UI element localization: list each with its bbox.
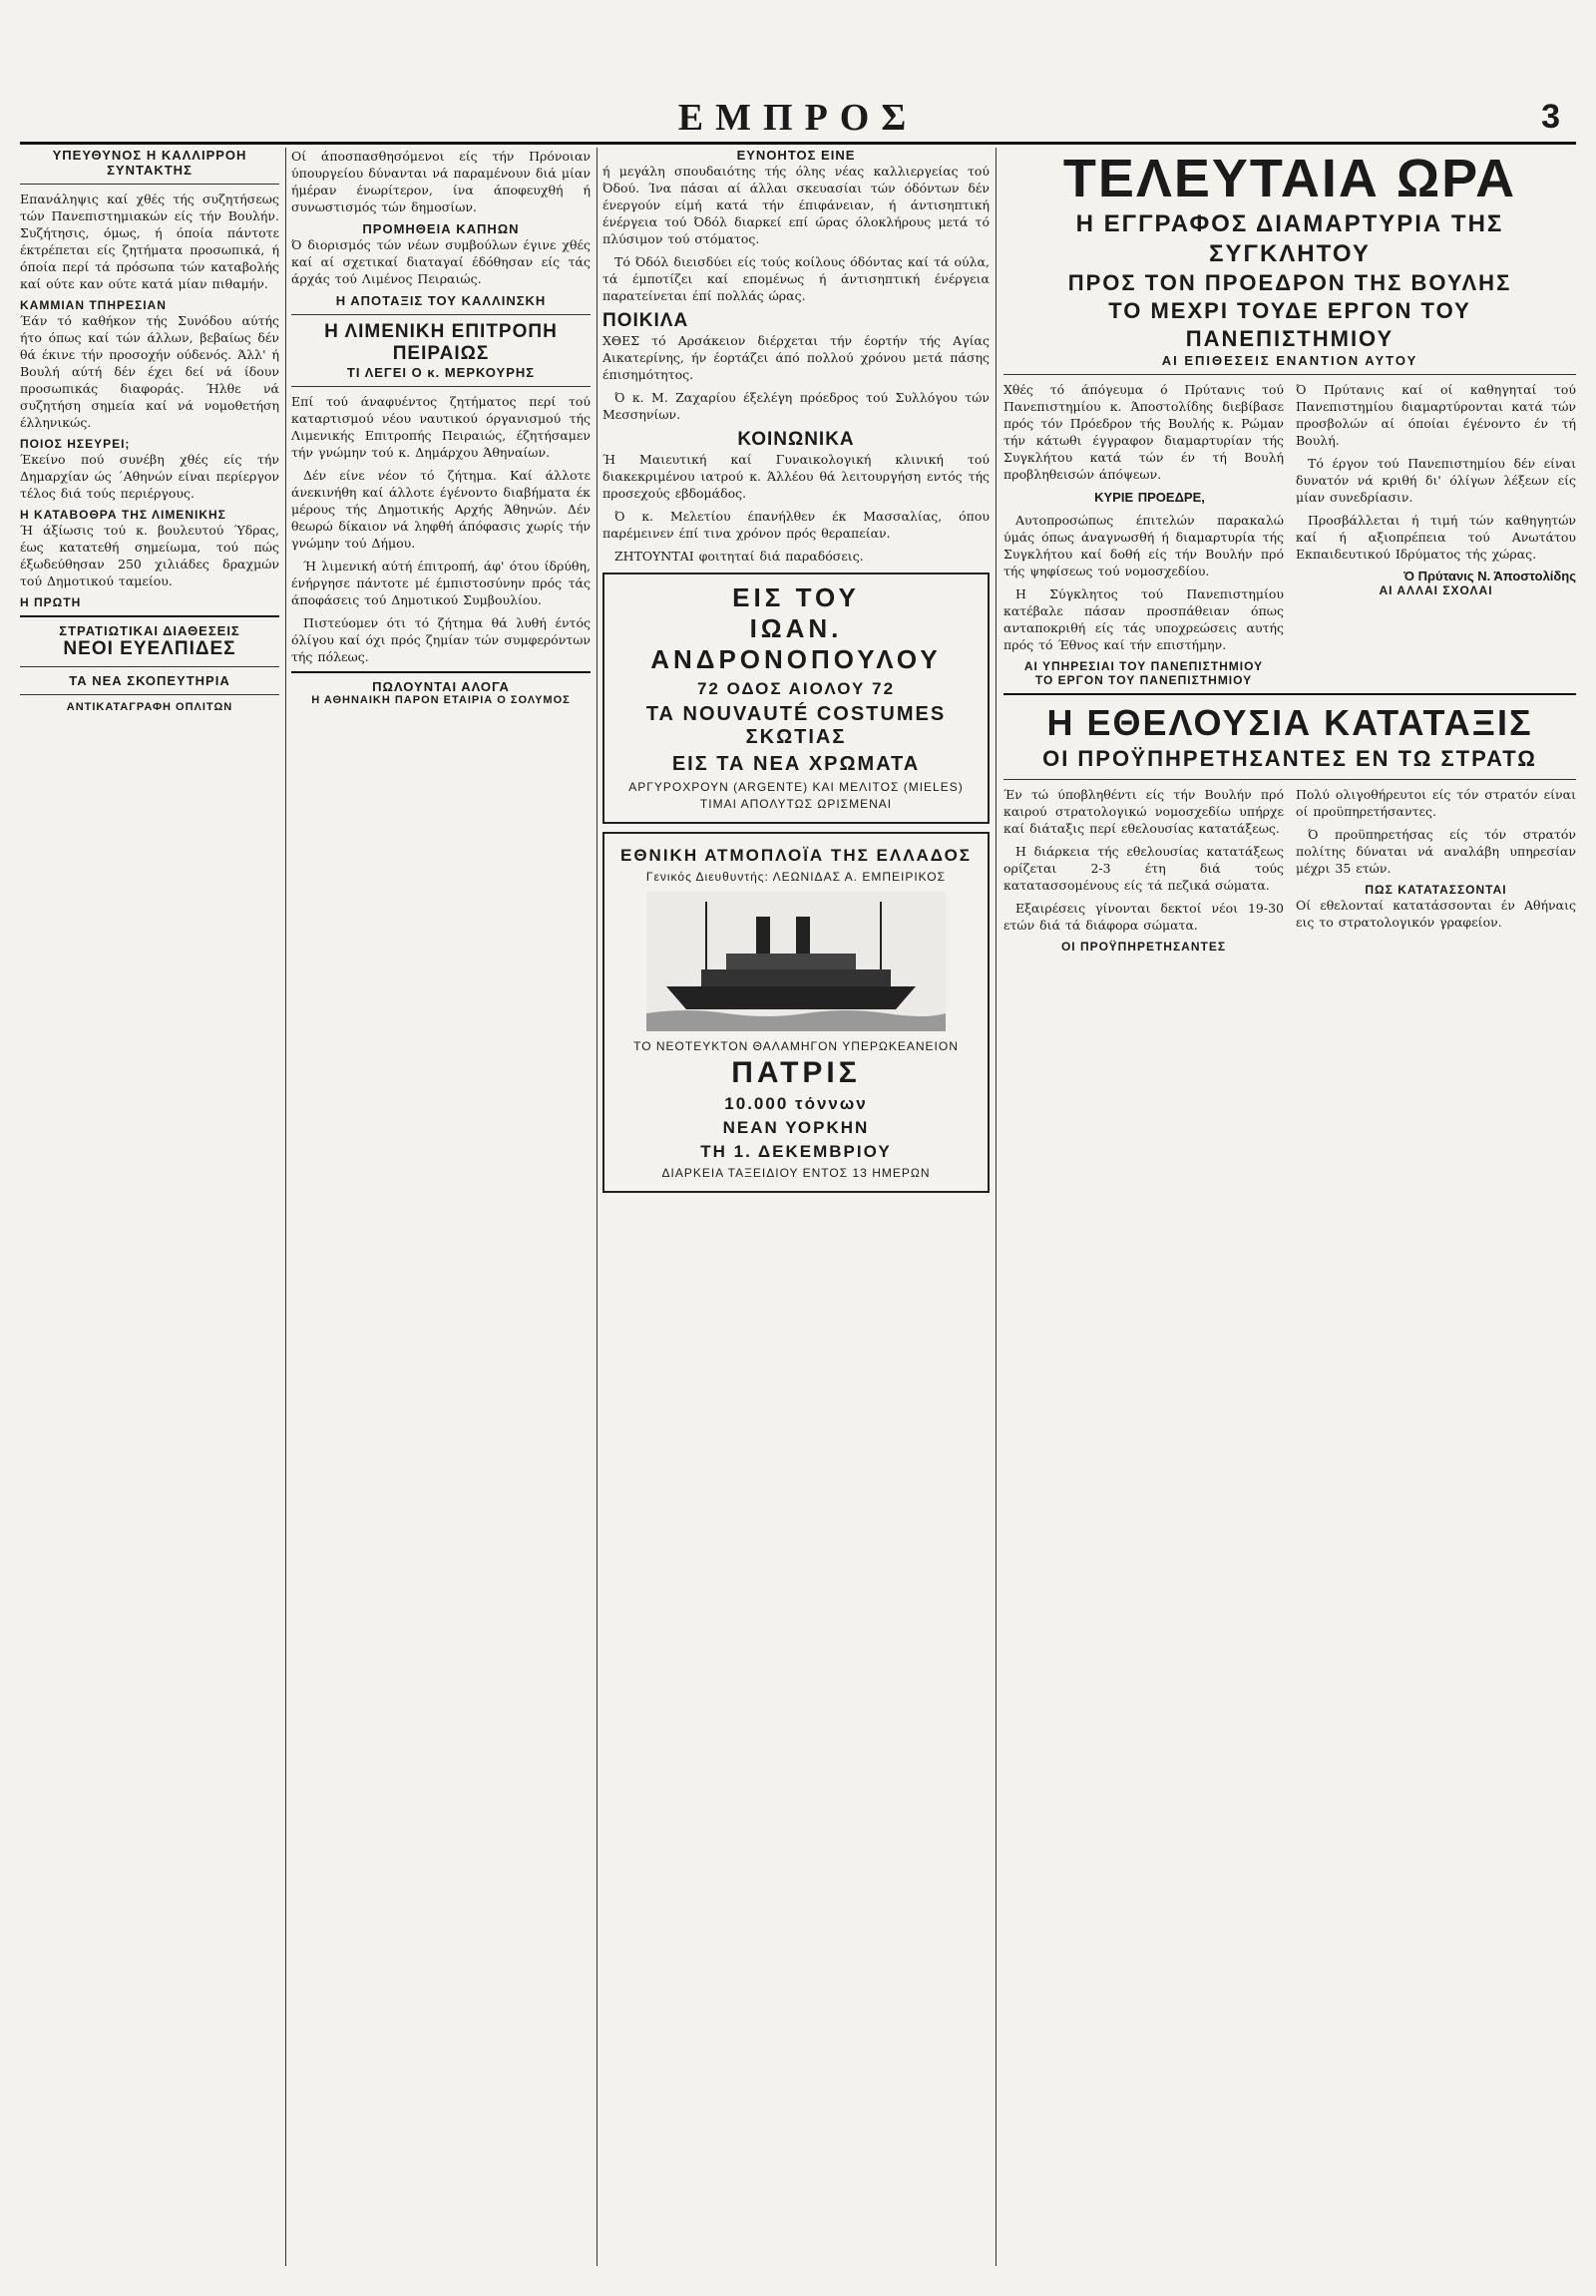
article-paragraph: Ό διορισμός τών νέων συμβούλων έγινε χθές καί αί σχετικαί διαταγαί έδόθησαν είς τάς άρχάς τού Λιμένος Πειραιώς.	[291, 237, 591, 286]
section-heading: ΠΟΙΚΙΛΑ	[602, 310, 689, 331]
section-subheading: ΤΟ ΕΡΓΟΝ ΤΟΥ ΠΑΝΕΠΙΣΤΗΜΙΟΥ	[1034, 673, 1253, 687]
section-heading: ΠΩΛΟΥΝΤΑΙ ΑΛΟΓΑ	[372, 679, 510, 694]
side-heading: ΠΟΙΟΣ ΗΣΕΥΡΕΙ;	[20, 437, 131, 451]
section-heading: ΠΡΟΜΗΘΕΙΑ ΚΑΠΗΩΝ	[362, 221, 520, 236]
advertisement-steamship	[602, 832, 990, 1193]
article-paragraph: Χθές τό άπόγευμα ό Πρύτανις τού Πανεπιστημίου κ. Άποστολίδης διεβίβασε πρός τόν Πρόεδρον τής Βουλής κ. Ρώμαν τήν κάτωθι έγγραφον διαμαρτυρίαν τής Συγκλήτου κατά τών έν τή Βουλή προβληθεισών άπόψεων.	[1003, 382, 1284, 482]
article-paragraph: ή μεγάλη σπουδαιότης τής όλης νέας καλλιεργείας τού Όδού. Ίνα πάσαι αί άλλαι σκευασίαι τών όδόντων δέν ένεργούν είμή κατά τήν έπιφάνειαν, ή άντισηπτική ένέργεια τού Όδόλ διαρκεί επί ώρας όλοκλήρους μετά τό πλύσιμον τού στόματος.	[602, 164, 990, 246]
ad-line: ΕΙΣ ΤΟΥ	[732, 582, 860, 612]
article-paragraph: ΧΘΕΣ τό Αρσάκειον διέρχεται τήν έορτήν τής Αγίας Αικατερίνης, ήν έορτάζει άπό πολλού χρόνου μετά πάσης έπισημότητος.	[602, 333, 990, 382]
column-4	[1003, 148, 1576, 2266]
ad-line: ΕΙΣ ΤΑ ΝΕΑ ΧΡΩΜΑΤΑ	[671, 753, 921, 775]
ad-line: ΠΑΤΡΙΣ	[731, 1056, 861, 1089]
section-subheading: ΠΩΣ ΚΑΤΑΤΑΣΣΟΝΤΑΙ	[1365, 883, 1507, 897]
article-paragraph: Τό Όδόλ διεισδύει είς τούς κοίλους όδόντας καί τά ούλα, τά έμποτίζει καί επομένως ή άντισηπτική ένέργεια παρατείνεται έπί πολλάς ώρας.	[602, 254, 990, 303]
section-title: ΝΕΟΙ ΕΥΕΛΠΙΔΕΣ	[63, 638, 236, 659]
article-paragraph: Προσβάλλεται ή τιμή τών καθηγητών καί ή αξιοπρέπεια τού Ανωτάτου Εκπαιδευτικού Ιδρύματος τής χώρας.	[1296, 513, 1576, 562]
side-heading: Η ΠΡΩΤΗ	[20, 595, 82, 609]
article-paragraph: Οί άποσπασθησόμενοι είς τήν Πρόνοιαν ύπουργείου δύνανται νά παραμένουν διά μίαν ήμέραν ένωρίτερον, ίνα άποφευχθή ή συνωστισμός τών δημοσίων.	[291, 149, 591, 214]
section-heading: ΣΤΡΑΤΙΩΤΙΚΑΙ ΔΙΑΘΕΣΕΙΣ	[59, 623, 240, 638]
section-title: Η ΛΙΜΕΝΙΚΗ ΕΠΙΤΡΟΠΗ ΠΕΙΡΑΙΩΣ	[324, 321, 558, 364]
section-subheading: ΑΙ ΥΠΗΡΕΣΙΑΙ ΤΟΥ ΠΑΝΕΠΙΣΤΗΜΙΟΥ	[1023, 659, 1264, 673]
ad-line: ΤΟ ΝΕΟΤΕΥΚΤΟΝ ΘΑΛΑΜΗΓΟΝ ΥΠΕΡΩΚΕΑΝΕΙΟΝ	[633, 1039, 959, 1053]
article-paragraph: Τό έργον τού Πανεπιστημίου δέν είναι δυνατόν νά κριθή δι' όλίγων λέξεων είς μίαν συνεδρίασιν.	[1296, 456, 1576, 505]
article-paragraph: Ή άξίωσις τού κ. βουλευτού Ύδρας, έως κατατεθή σημείωμα, τού πώς έξωδεύθησαν 250 χιλιάδες δραχμών τού Δημοτικού ταμείου.	[20, 523, 279, 588]
ad-line: ΑΡΓΥΡΟΧΡΟΥΝ (ARGENTE) ΚΑΙ ΜΕΛΙΤΟΣ (MIELES)	[628, 780, 964, 794]
article-paragraph: Ό προϋπηρετήσας είς τόν στρατόν πολίτης δύναται νά αναλάβη υπηρεσίαν μέχρι 35 ετών.	[1296, 827, 1576, 876]
subheadline: ΤΟ ΜΕΧΡΙ ΤΟΥΔΕ ΕΡΓΟΝ ΤΟΥ ΠΑΝΕΠΙΣΤΗΜΙΟΥ	[1108, 298, 1471, 351]
article-paragraph: Δέν είνε νέον τό ζήτημα. Καί άλλοτε άνεκινήθη καί άλλοτε έγένοντο διαβήματα έκ μέρους τής Δημοτικής Αρχής Άθηνών. Δέν θεωρώ δίκαιον νά ληφθή άπόφασις χωρίς τήν γνώμην τού Δήμου.	[291, 468, 591, 551]
signature: Ό Πρύτανις Ν. Άποστολίδης	[1403, 569, 1576, 583]
article-paragraph: Ό κ. Μελετίου έπανήλθεν έκ Μασσαλίας, όπου παρέμεινεν έπί τινα χρόνον πρός θεραπείαν.	[602, 509, 990, 541]
steamship-illustration	[646, 892, 946, 1031]
ad-line: Γενικός Διευθυντής: ΛΕΩΝΙΔΑΣ Α. ΕΜΠΕΙΡΙΚΟΣ	[645, 870, 947, 884]
article-paragraph: Εξαιρέσεις γίνονται δεκτοί νέοι 19-30 ετών διά τά διάφορα σώματα.	[1003, 901, 1284, 933]
ad-line: 10.000 τόννων	[724, 1094, 868, 1113]
subheadline: ΠΡΟΣ ΤΟΝ ΠΡΟΕΔΡΟΝ ΤΗΣ ΒΟΥΛΗΣ	[1067, 270, 1512, 295]
article-paragraph: Επανάληψις καί χθές τής συζητήσεως τών Πανεπιστημιακών είς τήν Βουλήν. Συζήτησις, όμως, ή όποία πάντοτε έκτρέπεται είς ζητήματα προσωπικά, ή όποία περί τά πρόσωπα τών καταβολής καί ούτε καν ούτε κατά μίαν πιθαμήν.	[20, 191, 279, 291]
ad-line: ΔΙΑΡΚΕΙΑ ΤΑΞΕΙΔΙΟΥ ΕΝΤΟΣ 13 ΗΜΕΡΩΝ	[661, 1166, 931, 1180]
column-rule	[597, 148, 598, 2266]
article-paragraph: Έν τώ ύποβληθέντι είς τήν Βουλήν πρό καιρού στρατολογικώ νομοσχεδίω υπήρχε καί διάταξις περί εθελουσίας κατατάξεως.	[1003, 787, 1284, 836]
section-subheading: ΤΑ ΝΕΑ ΣΚΟΠΕΥΤΗΡΙΑ	[69, 673, 230, 688]
newspaper-title: ΕΜΠΡΟΣ	[677, 97, 919, 139]
ad-line: ΕΘΝΙΚΗ ΑΤΜΟΠΛΟΪΑ ΤΗΣ ΕΛΛΑΔΟΣ	[619, 846, 972, 865]
masthead	[20, 96, 1576, 145]
article-paragraph: ΚΥΡΙΕ ΠΡΟΕΔΡΕ,	[1094, 490, 1205, 505]
column-rule	[285, 148, 286, 2266]
column-2	[291, 148, 591, 2266]
column-heading: ΥΠΕΥΘΥΝΟΣ Η ΚΑΛΛΙΡΡΟΗ ΣΥΝΤΑΚΤΗΣ	[52, 148, 247, 178]
ad-line: ΤΗ 1. ΔΕΚΕΜΒΡΙΟΥ	[700, 1142, 892, 1161]
ad-line: 72 ΟΔΟΣ ΑΙΟΛΟΥ 72	[696, 679, 896, 698]
section-heading: Η ΑΠΟΤΑΞΙΣ ΤΟΥ ΚΑΛΛΙΝΣΚΗ	[335, 293, 547, 308]
article-paragraph: Ή Μαιευτική καί Γυναικολογική κλινική τού διακεκριμένου ιατρού κ. Άλλέου θά λειτουργήση εντός τής προσεχούς εβδομάδος.	[602, 452, 990, 501]
section-heading: ΚΟΙΝΩΝΙΚΑ	[737, 429, 855, 450]
advertisement-androutsopoulos	[602, 573, 990, 824]
section-subheading: ΟΙ ΠΡΟΫΠΗΡΕΤΗΣΑΝΤΕΣ	[1060, 940, 1227, 954]
ad-line: ΝΕΑΝ ΥΟΡΚΗΝ	[722, 1118, 870, 1137]
subheadline: ΑΙ ΕΠΙΘΕΣΕΙΣ ΕΝΑΝΤΙΟΝ ΑΥΤΟΥ	[1161, 353, 1418, 368]
column-1	[20, 148, 279, 2266]
section-heading: ΕΥΝΟΗΤΟΣ ΕΙΝΕ	[736, 148, 856, 163]
article-paragraph: Αυτοπροσώπως έπιτελών παρακαλώ ύμάς όπως άναγνωσθή ή διαμαρτυρία τής Συγκλήτου καί δοθή είς τήν Βουλήν πρό τής ψηφίσεως τού νομοσχεδίου.	[1003, 513, 1284, 578]
article-paragraph: Πολύ ολιγοθήρευτοι είς τόν στρατόν είναι οί προϋπηρετήσαντες.	[1296, 787, 1576, 819]
article-paragraph: Ό Πρύτανις καί οί καθηγηταί τού Πανεπιστημίου διαμαρτύρονται κατά τών προσβολών αί όποίαι έγένοντο έν τή Βουλή.	[1296, 382, 1576, 448]
article-paragraph: Επί τού άναφυέντος ζητήματος περί τού καταρτισμού νέου ναυτικού όργανισμού τής Λιμενικής Επιτροπής Πειραιώς, έζητήσαμεν τήν γνώμην τού κ. Δημάρχου Άθηναίων.	[291, 394, 591, 460]
side-heading: ΚΑΜΜΙΑΝ ΤΠΗΡΕΣΙΑΝ	[20, 298, 167, 312]
article-paragraph: Η διάρκεια τής εθελουσίας κατατάξεως ορίζεται 2-3 έτη διά τούς κατατασσομένους είς τά πεζικά σώματα.	[1003, 844, 1284, 893]
section-subheading: ΑΝΤΙΚΑΤΑΓΡΑΦΗ ΟΠΛΙΤΩΝ	[66, 701, 233, 713]
subheadline: ΟΙ ΠΡΟΫΠΗΡΕΤΗΣΑΝΤΕΣ ΕΝ ΤΩ ΣΤΡΑΤΩ	[1042, 746, 1537, 771]
side-heading: Η ΚΑΤΑΒΟΘΡΑ ΤΗΣ ΛΙΜΕΝΙΚΗΣ	[20, 508, 226, 522]
article-paragraph: Η Σύγκλητος τού Πανεπιστημίου κατέβαλε πάσαν προσπάθειαν όπως ανταποκριθή είς τάς υποχρεώσεις αυτής πρός τό Έθνος καί τήν επιστήμην.	[1003, 586, 1284, 652]
ad-line: ΤΑ NOUVAUTÉ COSTUMES ΣΚΩΤΙΑΣ	[645, 703, 947, 748]
article-paragraph: Έκείνο πού συνέβη χθές είς τήν Δημαρχίαν ώς ΄Αθηνών είναι περίεργον τέλος διά τούς περιέργους.	[20, 452, 279, 501]
headline: Η ΕΘΕΛΟΥΣΙΑ ΚΑΤΑΤΑΞΙΣ	[1046, 702, 1533, 743]
article-paragraph: Ή λιμενική αύτή έπιτροπή, άφ' ότου ίδρύθη, ένήργησε πάντοτε μέ έμπιστοσύνην πρός τάς άποφάσεις τού Δημοτικού Συμβουλίου.	[291, 559, 591, 607]
section-subheading: ΤΙ ΛΕΓΕΙ Ο κ. ΜΕΡΚΟΥΡΗΣ	[346, 365, 536, 380]
article-paragraph: Ό κ. Μ. Ζαχαρίου έξελέγη πρόεδρος τού Συλλόγου τών Μεσσηνίων.	[602, 390, 990, 422]
column-3	[602, 148, 990, 2266]
headline: Η ΕΓΓΡΑΦΟΣ ΔΙΑΜΑΡΤΥΡΙΑ ΤΗΣ ΣΥΓΚΛΗΤΟΥ	[1075, 210, 1504, 267]
page-number: 3	[1541, 98, 1560, 136]
headline: ΤΕΛΕΥΤΑΙΑ ΩΡΑ	[1062, 149, 1517, 208]
section-subheading: ΑΙ ΑΛΛΑΙ ΣΧΟΛΑΙ	[1379, 583, 1493, 597]
article-paragraph: ΖΗΤΟΥΝΤΑΙ φοιτηταί διά παραδόσεις.	[614, 549, 864, 564]
article-paragraph: Έάν τό καθήκον τής Συνόδου αύτής ήτο όπως καί τών άλλων, βεβαίως δέν θά έκινε τήν προσοχήν ούδενός. Άλλ' ή Βουλή αύτή δέν έχει δεί νά ίδουν προσωπικάς διαφοράς. Ήλθε νά συζητήση σημεία καί νά νομοθετήση έλληνικώς.	[20, 313, 279, 430]
ad-line: ΙΩΑΝ. ΑΝΔΡΟΝΟΠΟΥΛΟΥ	[650, 613, 942, 674]
section-subheading: Η ΑΘΗΝΑΙΚΗ ΠΑΡΟΝ ΕΤΑΙΡΙΑ Ο ΣΟΛΥΜΟΣ	[311, 694, 571, 706]
ad-line: ΤΙΜΑΙ ΑΠΟΛΥΤΩΣ ΩΡΙΣΜΕΝΑΙ	[699, 797, 893, 811]
article-paragraph: Οί εθελονταί κατατάσσονται έν Αθήναις εις το στρατολογικόν γραφείον.	[1296, 898, 1576, 930]
column-rule	[996, 148, 997, 2266]
article-paragraph: Πιστεύομεν ότι τό ζήτημα θά λυθή έντός όλίγου καί όχι πρός ζημίαν τών συμφερόντων τής πόλεως.	[291, 615, 591, 664]
